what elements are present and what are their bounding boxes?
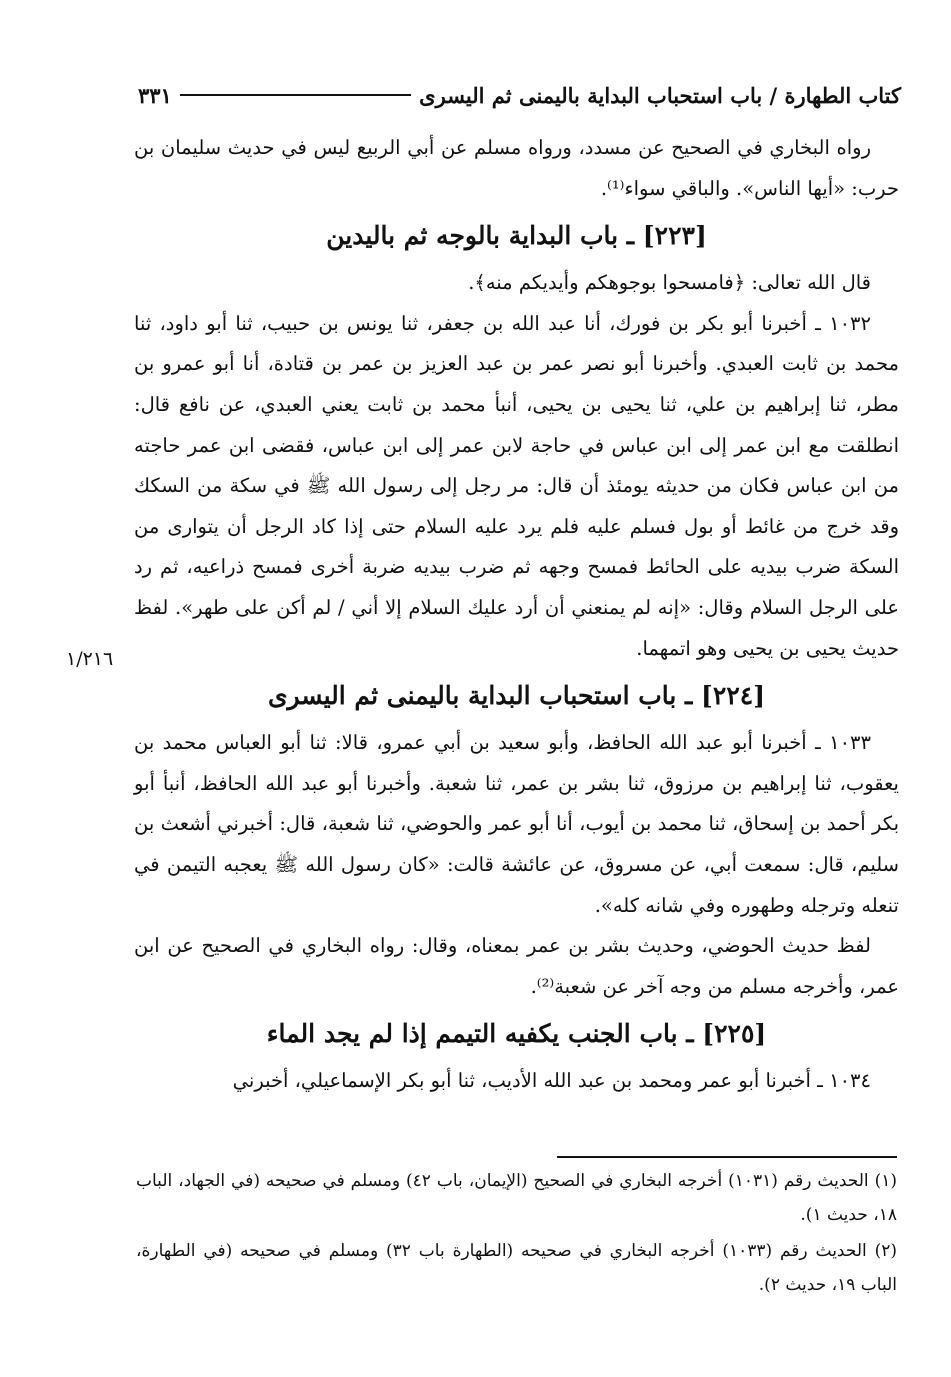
footnote-2: (٢) الحديث رقم (١٠٣٣) أخرجه البخاري في صحيحه (الطهارة باب ٣٢) ومسلم في صحيحه (في الطهارة، الباب ١٩، حديث ٢). xyxy=(136,1241,897,1295)
main-text xyxy=(134,128,899,1102)
running-header xyxy=(138,78,901,112)
hadith-1032: ١٠٣٢ ـ أخبرنا أبو بكر بن فورك، أنا عبد الله بن جعفر، ثنا يونس بن حبيب، ثنا أبو داود، ثنا محمد بن ثابت العبدي. وأخبرنا أبو نصر عمر بن عبد العزيز بن عمر بن قتادة، أنا أبو عمرو بن مطر، ثنا إبراهيم بن علي، ثنا يحيى بن يحيى، أنبأ محمد بن ثابت يعني العبدي، عن نافع قال: انطلقت مع ابن عمر إلى ابن عباس في حاجة لابن عمر إلى ابن عباس، فقضى ابن عمر حاجته من ابن عباس فكان من حديثه يومئذ أن قال: مر رجل إلى رسول الله ﷺ في سكة من السكك وقد خرج من غائط أو بول فسلم عليه فلم يرد عليه السلام حتى إذا كاد الرجل أن يتوارى من السكة ضرب بيديه على الحائط فمسح وجهه ثم ضرب بيديه ضربة أخرى فمسح ذراعيه، ثم رد على الرجل السلام وقال: «إنه لم يمنعني أن أرد عليك السلام إلا أني / لم أكن على طهر». لفظ حديث يحيى بن يحيى وهو اتمهما. xyxy=(134,311,899,660)
section-heading-224: [٢٢٤] ـ باب استحباب البداية باليمنى ثم اليسرى xyxy=(267,681,766,711)
hadith-1033: ١٠٣٣ ـ أخبرنا أبو عبد الله الحافظ، وأبو سعيد بن أبي عمرو، قالا: ثنا أبو العباس محمد بن يعقوب، ثنا إبراهيم بن مرزوق، ثنا بشر بن عمر، ثنا شعبة. وأخبرنا أبو عبد الله الحافظ، أنبأ أبو بكر أحمد بن إسحاق، ثنا محمد بن أيوب، أنا أبو عمر والحوضي، ثنا شعبة، قال: أخبرني أشعث بن سليم، قال: سمعت أبي، عن مسروق، عن عائشة قالت: «كان رسول الله ﷺ يعجبه التيمن في تنعله وترجله وطهوره وفي شانه كله». xyxy=(134,731,899,917)
page-number: ٣٣١ xyxy=(138,82,172,108)
running-title: كتاب الطهارة / باب استحباب البداية باليمنى ثم اليسرى xyxy=(419,82,901,108)
quran-quote-paragraph: قال الله تعالى: ﴿فامسحوا بوجوهكم وأيديكم منه﴾. xyxy=(468,271,871,295)
margin-folio-note: ١/٢١٦ xyxy=(66,648,114,670)
footnote-separator xyxy=(557,1156,897,1158)
section-heading-223: [٢٢٣] ـ باب البداية بالوجه ثم باليدين xyxy=(326,221,707,251)
paragraph-continuation: رواه البخاري في الصحيح عن مسدد، ورواه مسلم عن أبي الربيع ليس في حديث سليمان بن حرب: «أيها الناس». والباقي سواء⁽¹⁾. xyxy=(134,136,899,200)
section-heading-225: [٢٢٥] ـ باب الجنب يكفيه التيمم إذا لم يجد الماء xyxy=(266,1019,767,1049)
footnotes xyxy=(136,1164,897,1304)
header-rule xyxy=(180,94,411,96)
hadith-1033-commentary: لفظ حديث الحوضي، وحديث بشر بن عمر بمعناه، وقال: رواه البخاري في الصحيح عن ابن عمر، وأخرجه مسلم من وجه آخر عن شعبة⁽²⁾. xyxy=(134,934,899,998)
footnote-1: (١) الحديث رقم (١٠٣١) أخرجه البخاري في الصحيح (الإيمان، باب ٤٢) ومسلم في صحيحه (في الجهاد، الباب ١٨، حديث ١). xyxy=(136,1171,897,1225)
hadith-1034: ١٠٣٤ ـ أخبرنا أبو عمر ومحمد بن عبد الله الأديب، ثنا أبو بكر الإسماعيلي، أخبرني xyxy=(232,1069,871,1093)
